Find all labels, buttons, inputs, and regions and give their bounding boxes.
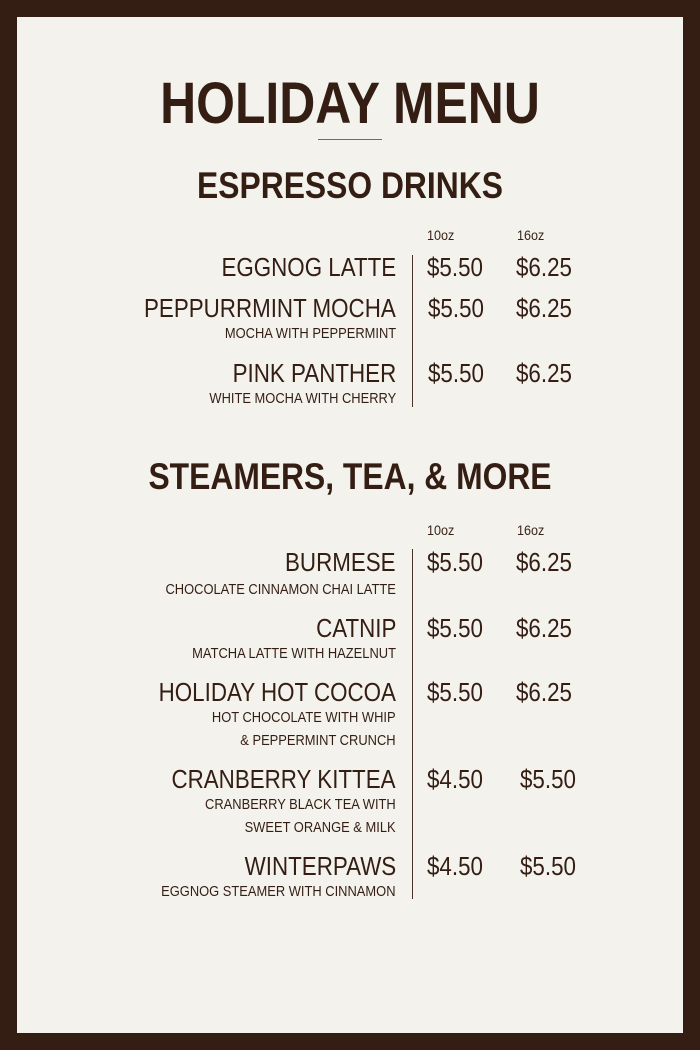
item-price-large: $6.25: [516, 293, 572, 323]
item-price-large: $6.25: [516, 252, 572, 282]
item-description: CHOCOLATE CINNAMON CHAI LATTE: [165, 581, 396, 598]
item-price-small: $5.50: [427, 547, 483, 577]
item-description: MATCHA LATTE WITH HAZELNUT: [192, 645, 396, 662]
item-price-small: $5.50: [427, 613, 483, 643]
item-price-large: $5.50: [520, 764, 576, 794]
price-divider-line: [412, 255, 413, 407]
item-description: EGGNOG STEAMER WITH CINNAMON: [161, 883, 396, 900]
item-description: & PEPPERMINT CRUNCH: [240, 732, 396, 749]
price-divider-line: [412, 549, 413, 899]
item-description: WHITE MOCHA WITH CHERRY: [209, 390, 396, 407]
item-price-large: $6.25: [516, 547, 572, 577]
menu-title: HOLIDAY MENU: [160, 71, 540, 136]
item-price-small: $5.50: [427, 252, 483, 282]
item-description: MOCHA WITH PEPPERMINT: [224, 325, 396, 342]
item-name: CRANBERRY KITTEA: [171, 764, 396, 794]
item-price-large: $5.50: [520, 851, 576, 881]
section-title-steamers: STEAMERS, TEA, & MORE: [148, 456, 552, 497]
item-price-large: $6.25: [516, 613, 572, 643]
item-price-large: $6.25: [516, 358, 572, 388]
item-name: PEPPURRMINT MOCHA: [144, 293, 396, 323]
item-name: BURMESE: [285, 547, 396, 577]
item-name: EGGNOG LATTE: [221, 252, 396, 282]
title-divider: [318, 139, 382, 140]
item-name: CATNIP: [315, 613, 396, 643]
size-label-small: 10oz: [427, 227, 455, 243]
item-description: HOT CHOCOLATE WITH WHIP: [212, 709, 396, 726]
menu-board: [17, 17, 683, 1033]
item-name: PINK PANTHER: [232, 358, 396, 388]
item-name: HOLIDAY HOT COCOA: [158, 677, 396, 707]
item-name: WINTERPAWS: [244, 851, 396, 881]
item-price-small: $4.50: [427, 851, 483, 881]
size-label-small: 10oz: [427, 522, 455, 538]
item-price-large: $6.25: [516, 677, 572, 707]
item-description: CRANBERRY BLACK TEA WITH: [205, 796, 396, 813]
size-label-large: 16oz: [517, 522, 545, 538]
item-price-small: $5.50: [428, 358, 484, 388]
item-price-small: $4.50: [427, 764, 483, 794]
item-description: SWEET ORANGE & MILK: [244, 819, 396, 836]
size-label-large: 16oz: [517, 227, 545, 243]
section-title-espresso: ESPRESSO DRINKS: [197, 165, 503, 206]
item-price-small: $5.50: [427, 677, 483, 707]
item-price-small: $5.50: [428, 293, 484, 323]
